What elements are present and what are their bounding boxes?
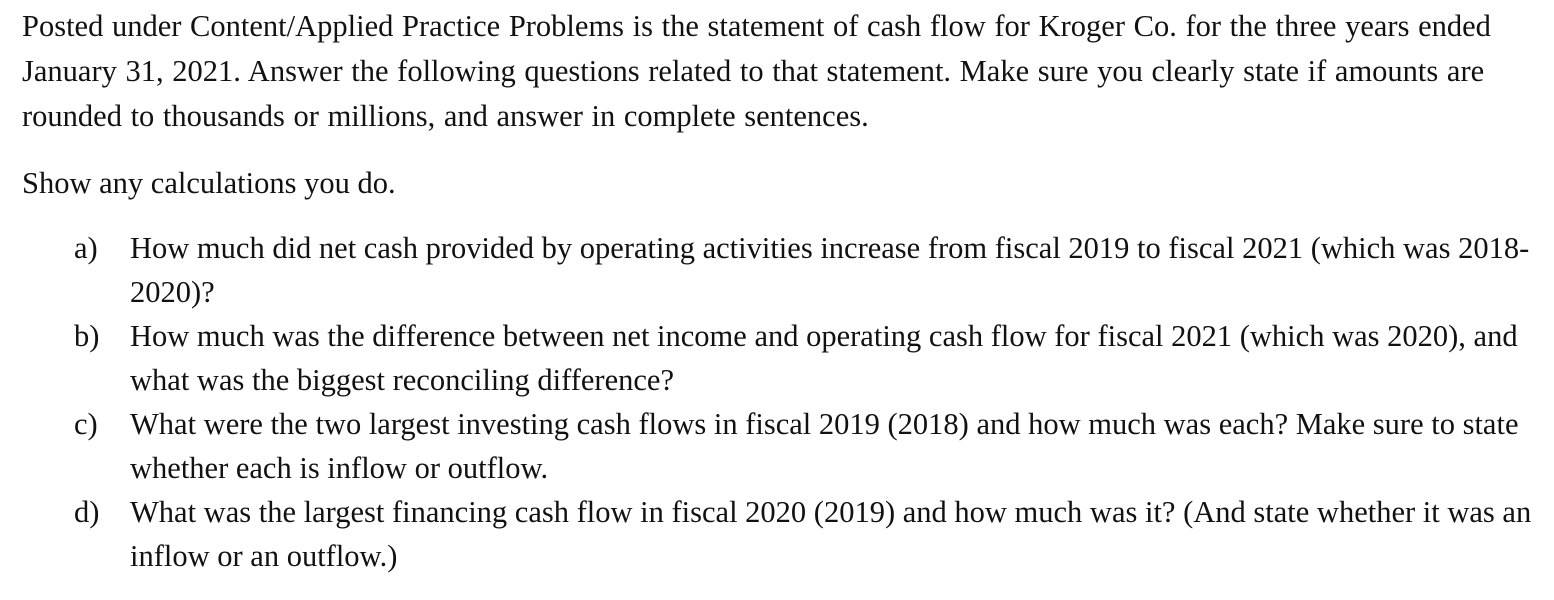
question-label: a) (74, 231, 98, 265)
question-list (22, 206, 1542, 578)
question-item-d (22, 490, 1542, 578)
question-text: What were the two largest investing cash flows in fiscal 2019 (2018) and how much was each? Make sure to state whether each is inflow or outflow. (130, 407, 1519, 485)
question-text: How much was the difference between net income and operating cash flow for fiscal 2021 (which was 2020), and what was the biggest reconciling difference? (130, 319, 1518, 397)
question-item-a (22, 226, 1542, 314)
document-body (22, 0, 1542, 578)
intro-paragraph: Posted under Content/Applied Practice Problems is the statement of cash flow for Kroger Co. for the three years ended January 31, 2021. Answer the following questions related to that statement. Make sure you clearly state if amounts are rounded to thousands or millions, and answer in complete sentences. (22, 9, 1491, 133)
question-item-b (22, 314, 1542, 402)
question-text: What was the largest financing cash flow in fiscal 2020 (2019) and how much was it? (And state whether it was an inflow or an outflow.) (130, 495, 1532, 573)
question-label: c) (74, 407, 98, 441)
question-item-c (22, 402, 1542, 490)
instruction-paragraph: Show any calculations you do. (22, 166, 396, 200)
question-label: d) (74, 495, 100, 529)
question-label: b) (74, 319, 100, 353)
question-text: How much did net cash provided by operating activities increase from fiscal 2019 to fiscal 2021 (which was 2018-2020)? (130, 231, 1530, 309)
